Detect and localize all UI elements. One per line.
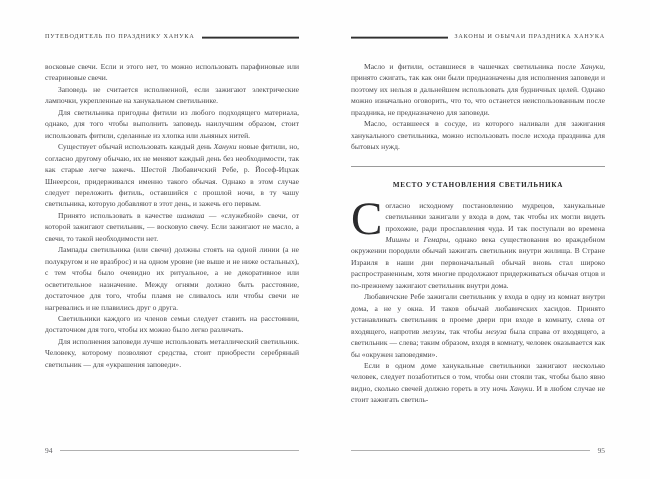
paragraph: Для светильника пригодны фитили из любого подходящего материала, однако, для того чтобы выполнить заповедь наилучшим образом, стоит использовать фитили, сделанные из хлопка или льняных нитей. (45, 107, 299, 140)
paragraph: Существует обычай использовать каждый день Хануки новые фитили, но, согласно другому обычаю, их не меняют каждый день без необходимости, так как старые легче зажечь. Шестой Любавичский Ребе, р. Йосеф-Ицхак Шнеерсон, придерживался именно такого обычая. Однако в этом случае следует переложить фитиль, оставшийся с прошлой ночи, в ту чашу светильника, которую добавляют в этот день, и зажечь его первым. (45, 142, 299, 209)
dropcap-paragraph-text: огласно исходному постановлению мудрецов, ханукальные светильники зажигали у входа в дом, так чтобы их могли видеть прохожие, ради прославления чуда. И так поступали во времена Мишны и Гемары, однако века существования во враждебном окружении породили обычай зажигать светильник внутри жилища. В Стране Израиля в наши дни первоначальный обычай вновь стал широко распространенным, хотя многие продолжают придерживаться обычая отцов и по-прежнему зажигают светильник внутри дома. (351, 200, 605, 290)
right-page-number: 95 (597, 446, 605, 455)
paragraph: Лампады светильника (или свечи) должны стоять на одной линии (а не полукругом и не вразброс) и на одном уровне (не выше и не ниже остальных), с тем чтобы было очевидно их ритуальное, а не декоративное или осветительное назначение. Между огнями должно быть расстояние, достаточное для того, чтобы пламя не сливалось или чтобы свечи не нагревались и не плавились друг о друга. (45, 245, 299, 312)
paragraph: Принято использовать в качестве шамаша — «служебной» свечи, от которой зажигают светильник, — восковую свечу. Если зажигают не масло, а свечи, то такой необходимости нет. (45, 210, 299, 243)
left-folio-rule (60, 450, 299, 451)
paragraph: Масло и фитили, оставшиеся в чашечках светильника после Хануки, принято сжигать, так как они были предназначены для исполнения заповеди и поэтому их нельзя в дальнейшем использовать для будничных целей. Однако можно изначально оговорить, что то, что останется неиспользованным после праздника, не предназначено для заповеди. (351, 62, 605, 117)
left-running-head-rule (202, 36, 299, 39)
paragraph: Светильники каждого из членов семьи следует ставить на расстоянии, достаточном для того, чтобы их можно было легко различать. (45, 313, 299, 335)
right-body-text-top (351, 61, 605, 153)
right-running-head-rule (351, 36, 448, 39)
left-running-head (45, 0, 299, 52)
right-folio (351, 446, 605, 455)
paragraph: Заповедь не считается исполненной, если зажигают электрические лампочки, укрепленные на ханукальном светильнике. (45, 84, 299, 106)
section-heading: МЕСТО УСТАНОВЛЕНИЯ СВЕТИЛЬНИКА (392, 180, 564, 189)
left-running-head-text: ПУТЕВОДИТЕЛЬ ПО ПРАЗДНИКУ ХАНУКА (45, 34, 195, 40)
right-body-text-section (351, 192, 606, 406)
dropcap-paragraph (351, 192, 605, 292)
right-folio-rule (351, 450, 590, 451)
paragraph: Для исполнения заповеди лучше использовать металлический светильник. Человеку, которому позволяют средства, стоит приобрести серебряный светильник — для «украшения заповеди». (45, 336, 299, 369)
right-running-head (351, 0, 605, 52)
right-running-head-text: ЗАКОНЫ И ОБЫЧАИ ПРАЗДНИКА ХАНУКА (454, 34, 605, 40)
section-divider-rule (351, 166, 605, 167)
left-page-number: 94 (45, 446, 53, 455)
drop-cap: С (351, 192, 383, 245)
paragraph: восковые свечи. Если и этого нет, то можно использовать парафиновые или стеариновые свечи. (45, 62, 299, 83)
right-page (325, 0, 650, 479)
paragraph: Любавичские Ребе зажигали светильник у входа в одну из комнат внутри дома, а не у окна. И таков обычай любавичских хасидов. Принято устанавливать светильник в проеме двери при входе в комнату, слева от входящего, напротив мезузы, так чтобы мезуза была справа от входящего, а светильник — слева; таким образом, входя в комнату, человек оказывается как бы «окружен заповедями». (351, 292, 605, 359)
left-folio (45, 446, 299, 455)
left-body-text (45, 61, 299, 370)
paragraph: Если в одном доме ханукальные светильники зажигают несколько человек, следует позаботиться о том, чтобы они стояли так, чтобы было явно видно, сколько свечей должно гореть в эту ночь Хануки. И в любом случае не стоит зажигать светиль- (351, 360, 606, 405)
paragraph: Масло, оставшееся в сосуде, из которого наливали для зажигания ханукального светильника, можно использовать после исхода праздника для бытовых нужд. (351, 119, 605, 152)
